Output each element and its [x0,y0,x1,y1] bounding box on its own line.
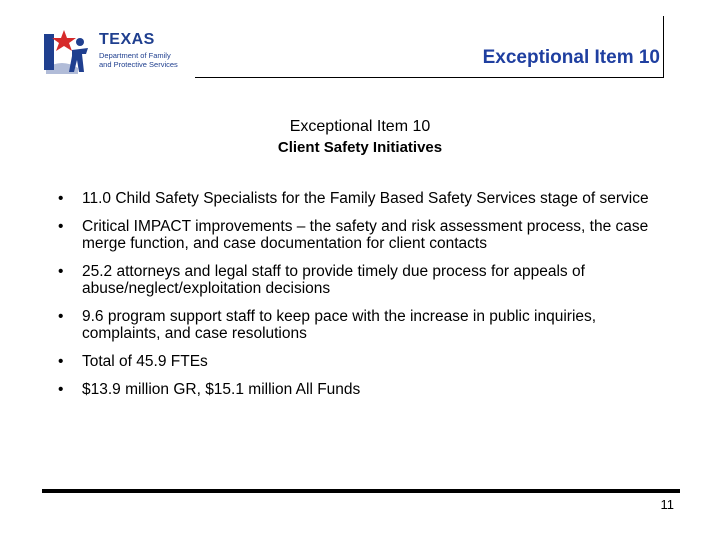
bullet-text: 25.2 attorneys and legal staff to provide timely due process for appeals of abuse/neglect/exploitation decisions [82,263,585,297]
bullet-dot: • [58,190,64,207]
bullet-list [58,190,658,409]
texas-star-family-icon [42,28,98,78]
bullet-item [58,263,658,297]
page-number: 11 [660,497,674,512]
bullet-item [58,190,658,207]
bullet-item [58,218,658,252]
header-title: Exceptional Item 10 [482,47,660,68]
content-subtitle: Client Safety Initiatives [277,139,443,156]
logo-sub-line-2: and Protective Services [99,60,178,69]
content-title: Exceptional Item 10 [289,118,431,135]
bullet-text: $13.9 million GR, $15.1 million All Funds [82,381,361,398]
header-vertical-divider [663,16,664,78]
header-divider [195,77,663,78]
bullet-item [58,308,658,342]
bullet-item [58,353,658,370]
bullet-text: 9.6 program support staff to keep pace with the increase in public inquiries, complaints, and case resolutions [82,308,597,342]
bullet-item [58,381,658,398]
bullet-dot: • [58,263,64,280]
bullet-dot: • [58,353,64,370]
bullet-dot: • [58,308,64,325]
logo-sub-line-1: Department of Family [99,51,171,60]
bullet-text: Total of 45.9 FTEs [82,353,208,370]
logo-wordmark: TEXAS [99,31,155,48]
content-title-block [0,116,720,159]
bullet-text: 11.0 Child Safety Specialists for the Family Based Safety Services stage of service [82,190,649,207]
dfps-logo [42,28,192,78]
bullet-text: Critical IMPACT improvements – the safety and risk assessment process, the case merge function, and case documentation for client contacts [82,218,649,252]
logo-department-text [99,51,178,69]
footer-divider [42,489,680,493]
bullet-dot: • [58,381,64,398]
bullet-dot: • [58,218,64,235]
